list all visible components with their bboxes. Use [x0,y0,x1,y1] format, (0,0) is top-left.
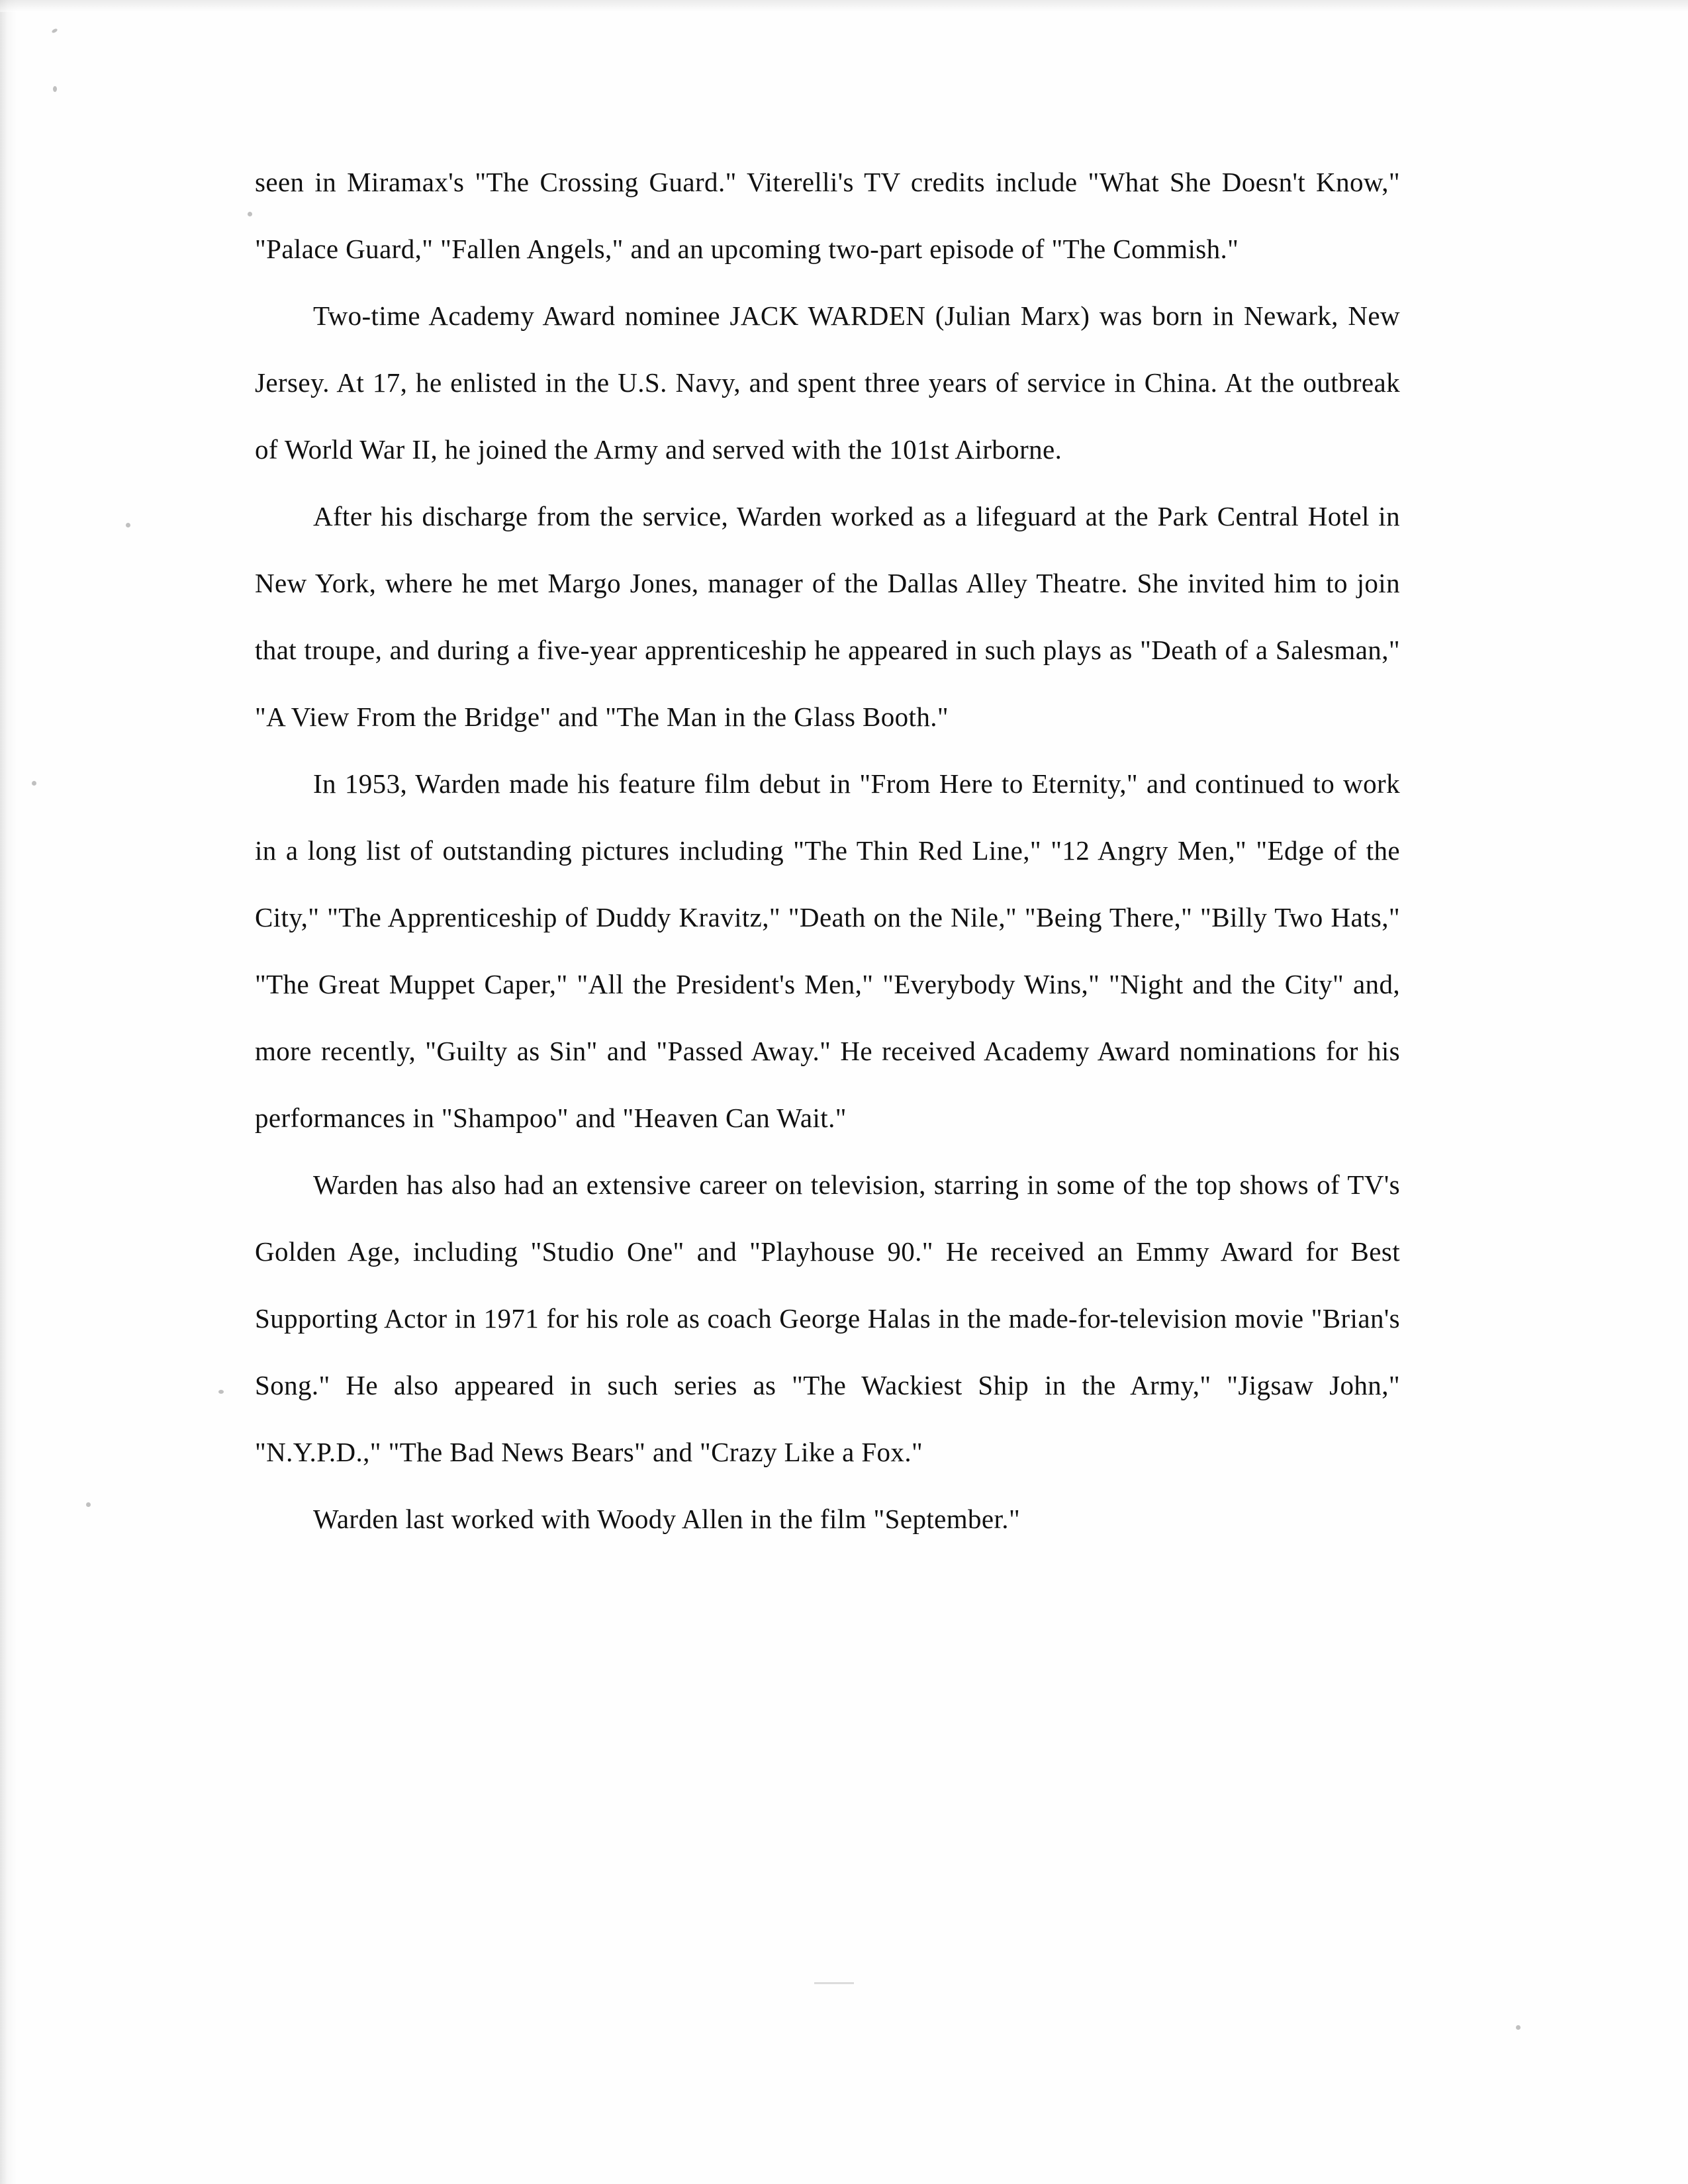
page-edge-shadow-top [0,0,1688,12]
paragraph: Warden last worked with Woody Allen in the film "September." [313,1504,1021,1534]
scan-speck [218,1390,224,1394]
scan-speck [814,1982,854,1984]
paragraph: In 1953, Warden made his feature film debut in "From Here to Eternity," and continued to work in a long list of outstanding pictures including "The Thin Red Line," "12 Angry Men," "Edge of the City," "The Apprenticeship of Duddy Kravitz," "Death on the Nile," "Being There," "Billy Two Hats," "The Great Muppet Caper," "All the President's Men," "Everybody Wins," "Night and the City" and, more recently, "Guilty as Sin" and "Passed Away." He received Academy Award nominations for his performances in "Shampoo" and "Heaven Can Wait." [255,768,1400,1133]
scan-speck [32,781,36,786]
page-edge-shadow-left [0,0,17,2184]
paragraph: After his discharge from the service, Warden worked as a lifeguard at the Park Central Hotel in New York, where he met Margo Jones, manager of the Dallas Alley Theatre. She invited him to join that troupe, and during a five-year apprenticeship he appeared in such plays as "Death of a Salesman," "A View From the Bridge" and "The Man in the Glass Booth." [255,501,1400,732]
scan-speck [51,28,58,34]
scan-speck [248,212,252,216]
paragraph: seen in Miramax's "The Crossing Guard." Viterelli's TV credits include "What She Doesn't Know," "Palace Guard," "Fallen Angels," and an upcoming two-part episode of "The Commish." [255,167,1400,264]
scan-speck [86,1502,91,1507]
paragraph: Warden has also had an extensive career on television, starring in some of the top shows of TV's Golden Age, including "Studio One" and "Playhouse 90." He received an Emmy Award for Best Supporting Actor in 1971 for his role as coach George Halas in the made-for-television movie "Brian's Song." He also appeared in such series as "The Wackiest Ship in the Army," "Jigsaw John," "N.Y.P.D.," "The Bad News Bears" and "Crazy Like a Fox." [255,1169,1400,1467]
scan-speck [126,523,130,527]
paragraph: Two-time Academy Award nominee JACK WARDEN (Julian Marx) was born in Newark, New Jersey. At 17, he enlisted in the U.S. Navy, and spent three years of service in China. At the outbreak of World War II, he joined the Army and served with the 101st Airborne. [255,300,1400,465]
scan-speck [53,86,57,92]
scan-speck [1516,2025,1521,2030]
document-text-block [255,149,1400,1553]
